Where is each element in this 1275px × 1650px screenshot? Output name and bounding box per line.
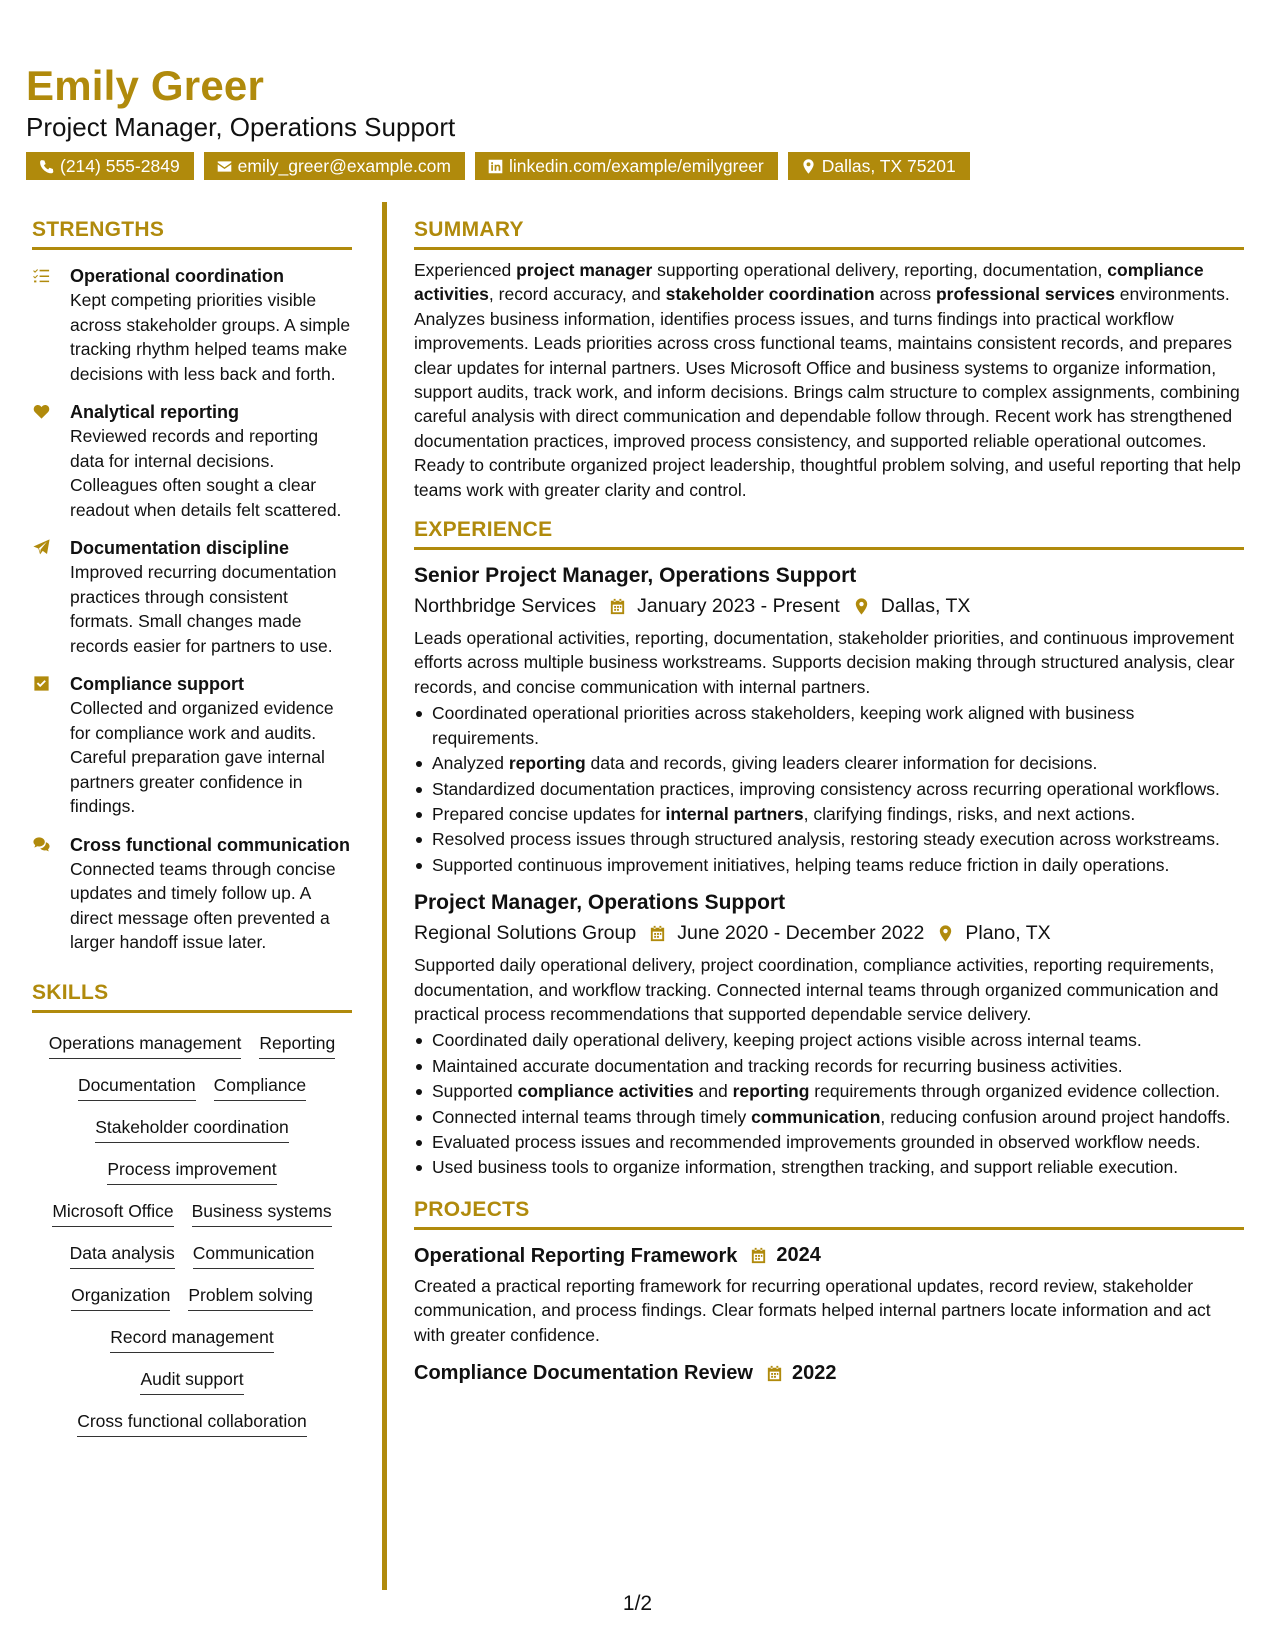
paper-plane-icon xyxy=(32,538,51,557)
skills-row xyxy=(34,1031,350,1059)
strength-item xyxy=(32,264,352,386)
summary-heading: SUMMARY xyxy=(414,218,1244,250)
skills-row xyxy=(34,1409,350,1437)
job-bullet: Analyzed reporting data and records, giving leaders clearer information for decisions. xyxy=(414,751,1244,775)
contact-text: Dallas, TX 75201 xyxy=(821,155,956,176)
strength-description: Reviewed records and reporting data for internal decisions. Colleagues often sought a clear readout when details felt scattered. xyxy=(70,426,342,520)
strength-title: Analytical reporting xyxy=(70,402,240,422)
job-title: Senior Project Manager, Operations Support xyxy=(414,564,857,588)
strengths-list xyxy=(32,264,352,955)
contact-bar xyxy=(26,152,970,180)
job-bullet: Maintained accurate documentation and tracking records for recurring business activities. xyxy=(414,1054,1244,1078)
project-year: 2022 xyxy=(791,1361,837,1384)
skills-row xyxy=(34,1283,350,1311)
skill-tag: Organization xyxy=(71,1283,170,1311)
job-company: Regional Solutions Group xyxy=(414,922,637,945)
job-dates: June 2020 - December 2022 xyxy=(677,922,925,945)
map-pin-icon xyxy=(936,924,955,943)
calendar-icon xyxy=(749,1246,768,1265)
skills-row xyxy=(34,1157,350,1185)
job-description: Supported daily operational delivery, project coordination, compliance activities, reporting requirements, documentation, and workflow tracking. Connected internal teams through organized communication and practical process recommendations that supported dependable service delivery. xyxy=(414,955,1219,1024)
skill-tag: Microsoft Office xyxy=(52,1199,173,1227)
job-bullet: Coordinated operational priorities across stakeholders, keeping work aligned with business requirements. xyxy=(414,701,1244,750)
job-dates: January 2023 - Present xyxy=(637,595,840,618)
job-bullet: Standardized documentation practices, improving consistency across recurring operational workflows. xyxy=(414,777,1244,801)
contact-phone[interactable] xyxy=(26,152,194,180)
job-bullets xyxy=(414,701,1244,877)
skill-tag: Audit support xyxy=(140,1367,243,1395)
strength-item xyxy=(32,833,352,955)
job-bullet: Evaluated process issues and recommended improvements grounded in observed workflow needs. xyxy=(414,1130,1244,1154)
job-bullet: Connected internal teams through timely communication, reducing confusion around project handoffs. xyxy=(414,1105,1244,1129)
calendar-icon xyxy=(608,597,627,616)
envelope-icon xyxy=(216,158,233,175)
skills-row xyxy=(34,1325,350,1353)
job-description: Leads operational activities, reporting, documentation, stakeholder priorities, and continuous improvement efforts across multiple business workstreams. Supports decision making through structured analysis, clear records, and concise communication with internal partners. xyxy=(414,628,1235,697)
skill-tag: Documentation xyxy=(78,1073,196,1101)
job-location: Dallas, TX xyxy=(880,595,971,618)
skills-row xyxy=(34,1199,350,1227)
skills-row xyxy=(34,1115,350,1143)
calendar-icon xyxy=(765,1364,784,1383)
contact-envelope[interactable] xyxy=(204,152,465,180)
strength-title: Documentation discipline xyxy=(70,538,290,558)
strength-description: Connected teams through concise updates and timely follow up. A direct message often prevented a larger handoff issue later. xyxy=(70,858,336,952)
job-bullet: Resolved process issues through structured analysis, restoring steady execution across workstreams. xyxy=(414,827,1244,851)
checkbox-icon xyxy=(32,674,51,693)
contact-text: linkedin.com/example/emilygreer xyxy=(508,155,764,176)
job-title: Project Manager, Operations Support xyxy=(414,891,786,915)
skills-list xyxy=(32,1031,352,1437)
calendar-icon xyxy=(648,924,667,943)
chat-bubbles-icon xyxy=(32,835,51,854)
project-title: Compliance Documentation Review xyxy=(414,1362,753,1384)
linkedin-icon xyxy=(487,158,504,175)
contact-text: (214) 555-2849 xyxy=(60,155,180,176)
right-column xyxy=(414,218,1244,1387)
contact-map-pin[interactable] xyxy=(788,152,970,180)
job-entry xyxy=(414,562,1244,877)
project-header xyxy=(414,1242,1244,1270)
skill-tag: Cross functional collaboration xyxy=(77,1409,307,1437)
skill-tag: Process improvement xyxy=(107,1157,276,1185)
contact-linkedin[interactable] xyxy=(475,152,778,180)
skills-row xyxy=(34,1367,350,1395)
projects-heading: PROJECTS xyxy=(414,1198,1244,1230)
experience-heading: EXPERIENCE xyxy=(414,518,1244,550)
job-meta xyxy=(414,592,1244,620)
map-pin-icon xyxy=(800,158,817,175)
skill-tag: Stakeholder coordination xyxy=(95,1115,289,1143)
job-company: Northbridge Services xyxy=(414,595,597,618)
job-bullet: Supported continuous improvement initiatives, helping teams reduce friction in daily operations. xyxy=(414,853,1244,877)
skill-tag: Problem solving xyxy=(188,1283,313,1311)
contact-text: emily_greer@example.com xyxy=(237,155,451,176)
job-bullet: Coordinated daily operational delivery, keeping project actions visible across internal teams. xyxy=(414,1028,1244,1052)
candidate-name: Emily Greer xyxy=(26,62,264,109)
job-bullet: Prepared concise updates for internal partners, clarifying findings, risks, and next actions. xyxy=(414,802,1244,826)
checklist-icon xyxy=(32,266,51,285)
job-bullet: Used business tools to organize information, strengthen tracking, and support reliable execution. xyxy=(414,1155,1244,1179)
skill-tag: Operations management xyxy=(49,1031,242,1059)
strength-title: Compliance support xyxy=(70,674,245,694)
projects-list xyxy=(414,1242,1244,1387)
heart-icon xyxy=(32,402,51,421)
strengths-heading: STRENGTHS xyxy=(32,218,352,250)
experience-list xyxy=(414,562,1244,1180)
project-description: Created a practical reporting framework for recurring operational updates, record review, stakeholder communication, and process findings. Clear formats helped internal partners locate information and act with greater confidence. xyxy=(414,1275,1211,1345)
column-divider xyxy=(382,202,387,1590)
job-bullet: Supported compliance activities and reporting requirements through organized evidence collection. xyxy=(414,1079,1244,1103)
skill-tag: Data analysis xyxy=(70,1241,175,1269)
job-entry xyxy=(414,889,1244,1180)
summary-text: Experienced project manager supporting operational delivery, reporting, documentation, compliance activities, record accuracy, and stakeholder coordination across professional services environments. Analyzes business information, identifies process issues, and turns findings into practical workflow improvements. Leads priorities across cross functional teams, maintains consistent records, and prepares clear updates for internal partners. Uses Microsoft Office and business systems to organize information, support audits, track work, and inform decisions. Brings calm structure to complex assignments, combining careful analysis with direct communication and dependable follow through. Recent work has strengthened documentation practices, improved process consistency, and supported reliable operational outcomes. Ready to contribute organized project leadership, thoughtful problem solving, and useful reporting that help teams work with greater clarity and control. xyxy=(414,260,1241,500)
candidate-role: Project Manager, Operations Support xyxy=(26,112,456,142)
project-header xyxy=(414,1359,1244,1387)
strength-item xyxy=(32,536,352,658)
job-bullets xyxy=(414,1028,1244,1179)
phone-icon xyxy=(38,158,55,175)
skill-tag: Reporting xyxy=(259,1031,335,1059)
skills-heading: SKILLS xyxy=(32,981,352,1013)
map-pin-icon xyxy=(852,597,871,616)
job-meta xyxy=(414,919,1244,947)
project-title: Operational Reporting Framework xyxy=(414,1244,738,1267)
skill-tag: Business systems xyxy=(192,1199,332,1227)
skills-row xyxy=(34,1073,350,1101)
strength-title: Cross functional communication xyxy=(70,834,351,855)
skill-tag: Compliance xyxy=(214,1073,306,1101)
strength-title: Operational coordination xyxy=(70,266,285,286)
project-year: 2024 xyxy=(776,1244,821,1267)
job-location: Plano, TX xyxy=(965,922,1051,945)
strength-item xyxy=(32,672,352,819)
skill-tag: Record management xyxy=(110,1325,273,1353)
strength-item xyxy=(32,400,352,522)
strength-description: Improved recurring documentation practices through consistent formats. Small changes made records easier for partners to use. xyxy=(70,562,337,656)
strength-description: Collected and organized evidence for compliance work and audits. Careful preparation gave internal partners greater confidence in findings. xyxy=(70,698,334,816)
page-number: 1/2 xyxy=(622,1592,653,1615)
skill-tag: Communication xyxy=(193,1241,315,1269)
strength-description: Kept competing priorities visible across stakeholder groups. A simple tracking rhythm helped teams make decisions with less back and forth. xyxy=(70,290,351,384)
skills-row xyxy=(34,1241,350,1269)
left-column xyxy=(32,218,352,1451)
